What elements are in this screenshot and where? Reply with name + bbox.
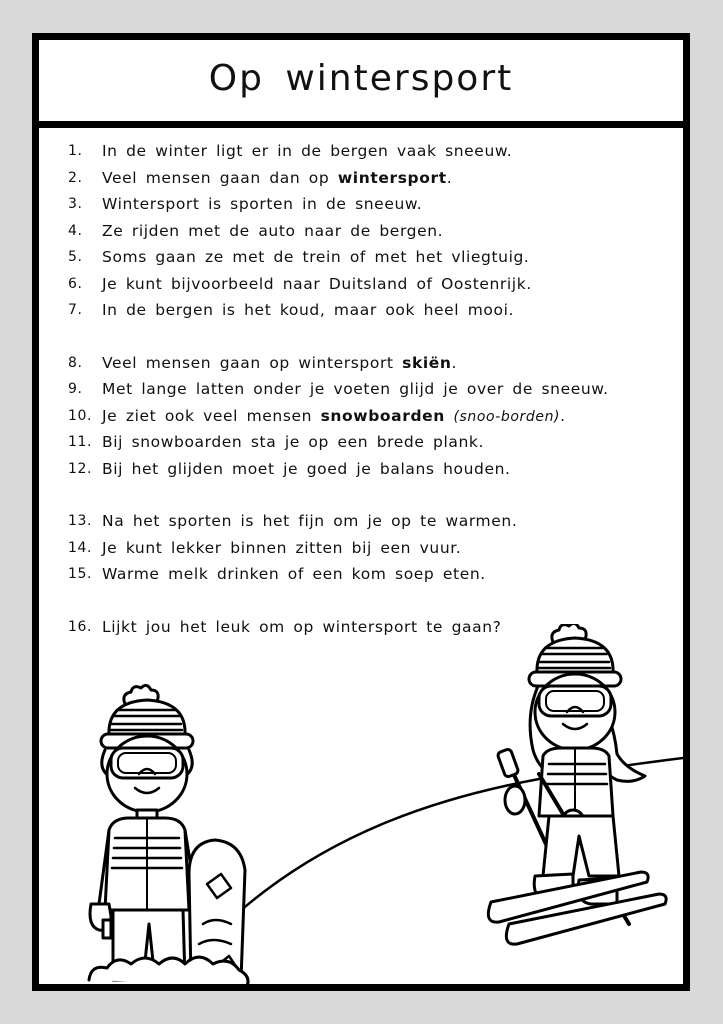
- sentence-text: [102, 275, 532, 293]
- text-part: .: [560, 406, 566, 425]
- keyword-bold: skiën: [402, 353, 452, 372]
- text-part: Lijkt jou het leuk om op wintersport te gaan?: [102, 617, 502, 636]
- sentence-text: [102, 433, 484, 451]
- winter-sport-illustration: [39, 624, 683, 984]
- sentence-number: 10.: [68, 407, 93, 424]
- sentence-text: [102, 301, 514, 319]
- pronunciation-hint: (snoo-borden): [453, 408, 561, 425]
- snowboarder-icon: [89, 685, 248, 984]
- sentence-text: [102, 354, 457, 372]
- sentence-text: [102, 565, 486, 583]
- text-part: Soms gaan ze met de trein of met het vliegtuig.: [102, 248, 530, 267]
- sentence-line: [68, 244, 673, 271]
- text-part: .: [446, 168, 453, 187]
- sentence-text: [102, 222, 443, 240]
- text-part: Bij het glijden moet je goed je balans houden.: [102, 459, 511, 478]
- sentence-number: 16.: [68, 618, 93, 635]
- text-part: Bij snowboarden sta je op een brede plank.: [102, 433, 484, 452]
- sentence-number: 3.: [68, 196, 83, 213]
- sentence-line: [68, 218, 673, 245]
- sentence-list: [68, 138, 673, 666]
- text-part: Je kunt bijvoorbeeld naar Duitsland of Oostenrijk.: [102, 274, 532, 293]
- text-part: Veel mensen gaan op wintersport: [102, 353, 403, 372]
- sentence-line: [68, 297, 673, 324]
- text-part: In de winter ligt er in de bergen vaak sneeuw.: [102, 142, 513, 161]
- sentence-text: [102, 248, 529, 266]
- sentence-text: [102, 169, 452, 187]
- sentence-line: [68, 561, 673, 588]
- sentence-number: 9.: [68, 381, 83, 398]
- text-part: Met lange latten onder je voeten glijd je over de sneeuw.: [102, 380, 609, 399]
- sentence-text: [102, 539, 461, 557]
- text-part: Je ziet ook veel mensen: [102, 406, 321, 425]
- text-part: Je kunt lekker binnen zitten bij een vuur.: [102, 538, 462, 557]
- text-part: Veel mensen gaan dan op: [102, 168, 338, 187]
- text-part: Warme melk drinken of een kom soep eten.: [102, 565, 486, 584]
- sentence-text: [102, 460, 511, 478]
- keyword-bold: snowboarden: [320, 406, 445, 425]
- sentence-line: [68, 535, 673, 562]
- worksheet-page: [32, 33, 690, 991]
- sentence-number: 8.: [68, 354, 83, 371]
- sentence-number: 1.: [68, 143, 83, 160]
- sentence-number: 6.: [68, 275, 83, 292]
- sentence-number: 12.: [68, 460, 93, 477]
- sentence-line: [68, 429, 673, 456]
- sentence-text: [102, 407, 566, 425]
- sentence-line: [68, 271, 673, 298]
- sentence-line: [68, 376, 673, 403]
- sentence-text: [102, 195, 422, 213]
- text-part: .: [451, 353, 458, 372]
- keyword-bold: wintersport: [337, 168, 447, 187]
- title-box: [39, 40, 683, 128]
- sentence-number: 4.: [68, 222, 83, 239]
- sentence-number: 2.: [68, 169, 83, 186]
- sentence-number: 15.: [68, 566, 93, 583]
- sentence-text: [102, 142, 512, 160]
- text-part: In de bergen is het koud, maar ook heel mooi.: [102, 301, 515, 320]
- text-part: Na het sporten is het fijn om je op te warmen.: [102, 512, 518, 531]
- sentence-number: 11.: [68, 434, 93, 451]
- sentence-line: [68, 403, 673, 430]
- sentence-line: [68, 165, 673, 192]
- sentence-text: [102, 512, 517, 530]
- text-part: Ze rijden met de auto naar de bergen.: [102, 221, 444, 240]
- text-part: Wintersport is sporten in de sneeuw.: [102, 195, 423, 214]
- sentence-number: 13.: [68, 513, 93, 530]
- sentence-line: [68, 508, 673, 535]
- sentence-line: [68, 350, 673, 377]
- page-title: Op wintersport: [208, 58, 514, 99]
- sentence-number: 14.: [68, 539, 93, 556]
- sentence-line: [68, 138, 673, 165]
- sentence-number: 7.: [68, 302, 83, 319]
- sentence-text: [102, 380, 609, 398]
- sentence-group: [68, 350, 673, 483]
- sentence-group: [68, 508, 673, 588]
- sentence-number: 5.: [68, 249, 83, 266]
- sentence-line: [68, 191, 673, 218]
- sentence-group: [68, 138, 673, 324]
- sentence-line: [68, 456, 673, 483]
